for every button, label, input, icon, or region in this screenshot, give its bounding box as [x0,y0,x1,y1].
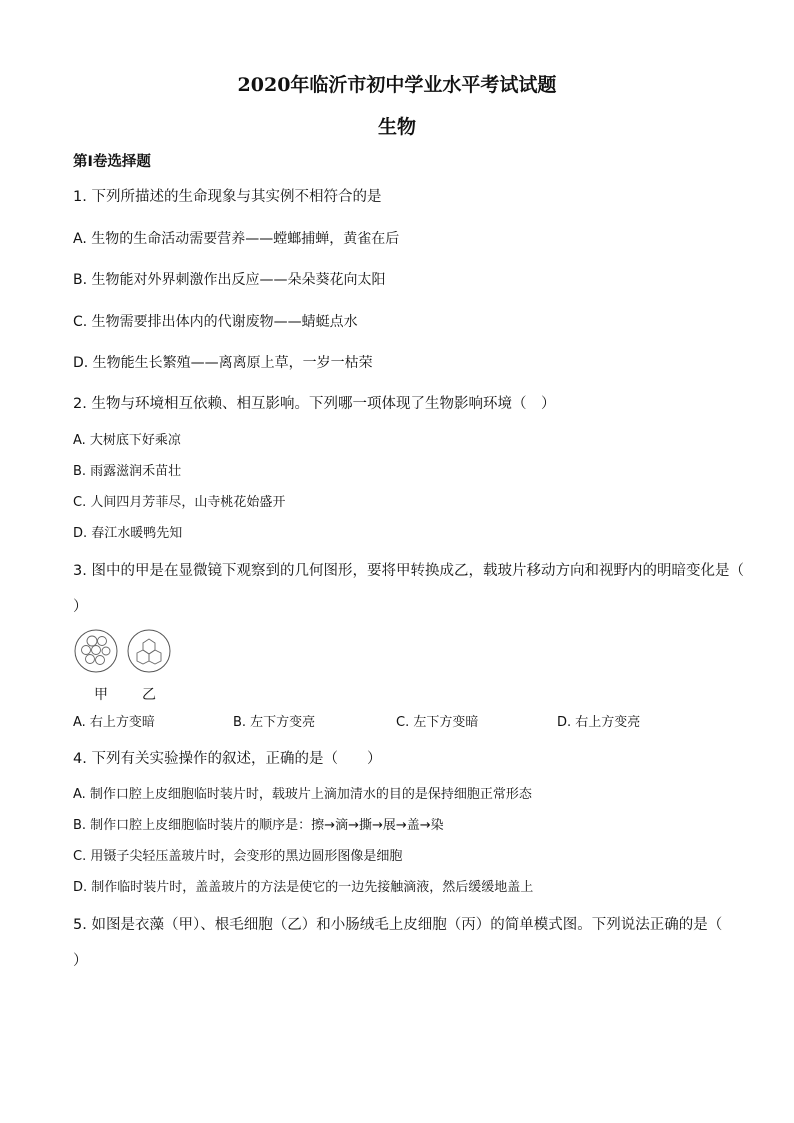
question-5-stem-line1: 5. 如图是衣藻（甲）、根毛细胞（乙）和小肠绒毛上皮细胞（丙）的简单模式图。下列说法正确的是（ [73,917,723,933]
figure-label-yi: 乙 [142,687,156,703]
question-3-stem-line2: ） [73,599,88,615]
exam-subject: 生物 [377,116,416,138]
question-1-option-c: C. 生物需要排出体内的代谢废物——蜻蜓点水 [73,314,358,330]
field-of-view-yi [128,630,170,672]
question-4-option-d: D. 制作临时装片时，盖盖玻片的方法是使它的一边先接触滴液，然后缓缓地盖上 [73,880,534,895]
question-1-stem: 1. 下列所描述的生命现象与其实例不相符合的是 [73,189,382,205]
question-3-stem-line1: 3. 图中的甲是在显微镜下观察到的几何图形，要将甲转换成乙，载玻片移动方向和视野内的明暗变化是（ [73,563,744,579]
question-1-option-a: A. 生物的生命活动需要营养——螳螂捕蝉，黄雀在后 [73,231,400,247]
exam-title: 2020年临沂市初中学业水平考试试题 [237,74,557,96]
question-1-option-d: D. 生物能生长繁殖——离离原上草，一岁一枯荣 [73,355,373,371]
question-3-option-a: A. 右上方变暗 [73,715,155,730]
question-2-option-b: B. 雨露滋润禾苗壮 [73,464,182,479]
question-2-option-a: A. 大树底下好乘凉 [73,433,181,448]
question-4-option-c: C. 用镊子尖轻压盖玻片时，会变形的黑边圆形图像是细胞 [73,849,403,864]
question-5-stem-line2: ） [73,953,88,969]
question-4-stem: 4. 下列有关实验操作的叙述，正确的是（ ） [73,751,382,767]
question-2-stem: 2. 生物与环境相互依赖、相互影响。下列哪一项体现了生物影响环境（ ） [73,396,556,412]
question-3-option-d: D. 右上方变亮 [557,715,641,730]
question-3-option-b: B. 左下方变亮 [233,715,316,730]
field-of-view-jia [75,630,117,672]
section-heading: 第Ⅰ卷选择题 [73,154,151,170]
question-2-option-c: C. 人间四月芳菲尽，山寺桃花始盛开 [73,495,286,510]
question-1-option-b: B. 生物能对外界刺激作出反应——朵朵葵花向太阳 [73,272,386,288]
question-3-option-c: C. 左下方变暗 [396,715,479,730]
question-4-option-a: A. 制作口腔上皮细胞临时装片时，载玻片上滴加清水的目的是保持细胞正常形态 [73,787,532,802]
question-2-option-d: D. 春江水暖鸭先知 [73,526,183,541]
question-4-option-b: B. 制作口腔上皮细胞临时装片的顺序是：擦→滴→撕→展→盖→染 [73,818,444,833]
microscope-figure [73,628,183,703]
figure-label-jia: 甲 [94,687,108,703]
